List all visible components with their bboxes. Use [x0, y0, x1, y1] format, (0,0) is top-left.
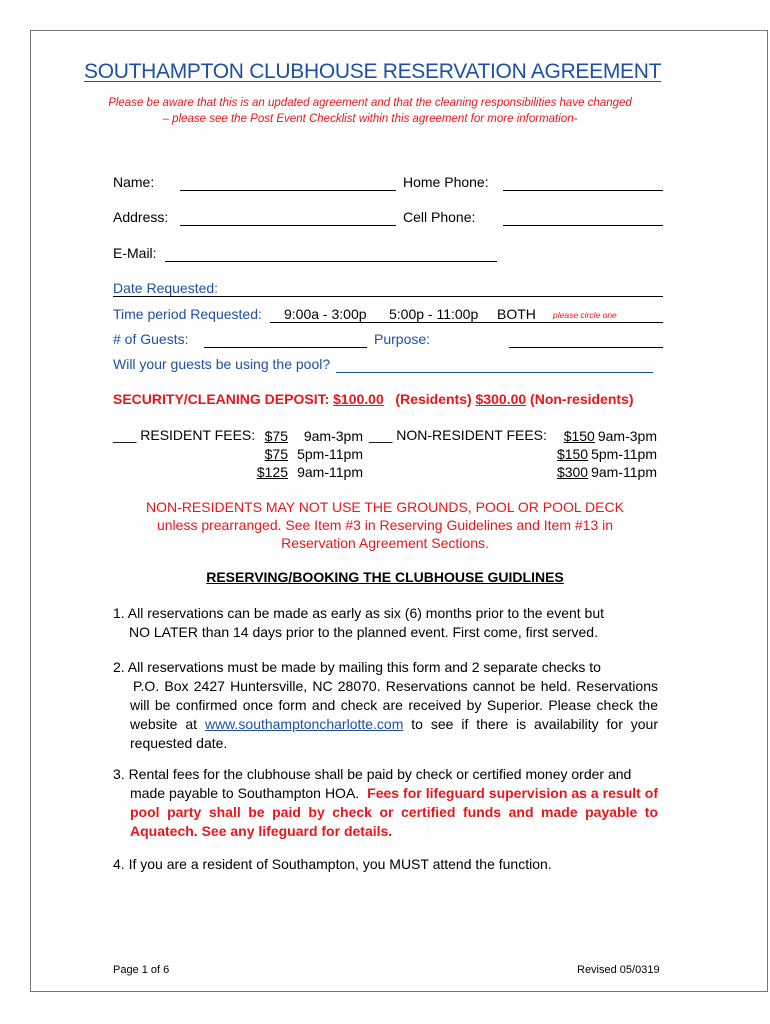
circle-note: please circle one [553, 310, 617, 320]
item-3-lifeguard-note: Fees for lifeguard supervision as a result of pool party shall be paid by check or certified funds and made payable to Aquatech. See any lifeguard for details. [130, 785, 658, 839]
warning-line-3: Reservation Agreement Sections. [281, 535, 489, 551]
guests-field[interactable] [204, 347, 367, 348]
item-3-text: made payable to Southampton HOA. [130, 785, 360, 801]
item-3-line-1: 3. Rental fees for the clubhouse shall be paid by check or certified money order and [113, 766, 632, 782]
nonresident-fee-amount: $150 [563, 428, 595, 444]
nonresident-fees-checkbox[interactable]: ___ [369, 427, 393, 443]
deposit-nonresident-amount: $300.00 [475, 391, 527, 407]
time-option-evening[interactable]: 5:00p - 11:00p [389, 306, 479, 322]
nonresident-fees-heading [369, 427, 547, 443]
date-requested-field[interactable] [113, 296, 663, 297]
item-3-body [130, 784, 658, 841]
revision-date: Revised 05/0319 [577, 964, 660, 976]
resident-fee-row [250, 463, 363, 481]
nonresident-fee-row [547, 463, 657, 481]
home-phone-label: Home Phone: [403, 174, 489, 190]
item-2-line-1: 2. All reservations must be made by mailing this form and 2 separate checks to [113, 659, 601, 675]
item-1-line-1: 1. All reservations can be made as early as six (6) months prior to the event but [113, 605, 605, 621]
item-2-body [130, 677, 658, 753]
purpose-field[interactable] [509, 347, 663, 348]
warning-line-2: unless prearranged. See Item #3 in Reserving Guidelines and Item #13 in [156, 517, 614, 533]
cleaning-notice [60, 95, 680, 127]
website-link[interactable]: www.southamptoncharlotte.com [204, 716, 404, 732]
nonresident-fee-time: 9am-3pm [597, 428, 657, 444]
nonresident-fee-row [547, 445, 657, 463]
cell-phone-label: Cell Phone: [403, 209, 476, 225]
nonresident-fee-row [547, 427, 657, 445]
deposit-label: SECURITY/CLEANING DEPOSIT: [113, 391, 330, 407]
date-requested-label: Date Requested: [113, 280, 219, 296]
resident-fee-amount: $75 [264, 446, 288, 462]
guidelines-heading: RESERVING/BOOKING THE CLUBHOUSE GUIDLINES [206, 569, 564, 585]
resident-fee-amount: $75 [264, 428, 288, 444]
time-period-line [270, 322, 663, 323]
address-label: Address: [113, 209, 169, 225]
deposit-nonresident-label: (Non-residents) [530, 391, 634, 407]
email-label: E-Mail: [113, 245, 157, 261]
item-4: 4. If you are a resident of Southampton, you MUST attend the function. [113, 856, 552, 872]
nonresident-fee-time: 9am-11pm [591, 464, 657, 480]
email-field[interactable] [165, 261, 497, 262]
nonresident-fee-amount: $150 [556, 446, 589, 462]
address-field[interactable] [180, 225, 396, 226]
time-option-both[interactable]: BOTH [497, 306, 536, 322]
time-period-label: Time period Requested: [113, 306, 262, 322]
pool-answer-field[interactable] [336, 372, 653, 373]
time-option-morning[interactable]: 9:00a - 3:00p [284, 306, 367, 322]
item-2-text-a: P.O. Box 2427 Huntersville, NC 28070. Reservations cannot be held. Reservations will be confirmed once form and check are received by Superior. Please check the website at [130, 678, 658, 732]
resident-fees-label: RESIDENT FEES: [140, 427, 256, 443]
nonresident-fee-amount: $300 [556, 464, 589, 480]
item-2-text-b: to see if there is availability for your requested date. [130, 716, 659, 751]
nonresident-warning [95, 498, 675, 552]
name-label: Name: [113, 174, 155, 190]
resident-fees-heading [113, 427, 255, 443]
nonresident-fee-table [547, 427, 657, 481]
resident-fees-checkbox[interactable]: ___ [113, 427, 137, 443]
deposit-resident-label: (Residents) [395, 391, 472, 407]
nonresident-fees-label: NON-RESIDENT FEES: [396, 427, 547, 443]
deposit-line [113, 391, 634, 407]
resident-fee-amount: $125 [256, 464, 288, 480]
warning-line-1: NON-RESIDENTS MAY NOT USE THE GROUNDS, POOL OR POOL DECK [146, 499, 624, 515]
resident-fee-time: 5pm-11pm [297, 446, 363, 462]
cell-phone-field[interactable] [503, 225, 663, 226]
nonresident-fee-time: 5pm-11pm [591, 446, 657, 462]
guests-label: # of Guests: [113, 331, 189, 347]
purpose-label: Purpose: [374, 331, 431, 347]
resident-fee-row [258, 445, 363, 463]
resident-fee-table [258, 427, 363, 481]
page-number: Page 1 of 6 [113, 964, 170, 976]
resident-fee-time: 9am-3pm [303, 428, 363, 444]
resident-fee-time: 9am-11pm [297, 464, 363, 480]
item-1-line-2: NO LATER than 14 days prior to the planned event. First come, first served. [129, 624, 598, 640]
name-field[interactable] [180, 190, 396, 191]
home-phone-field[interactable] [503, 190, 663, 191]
resident-fee-row [258, 427, 363, 445]
deposit-resident-amount: $100.00 [333, 391, 384, 407]
notice-line-1: Please be aware that this is an updated agreement and that the cleaning responsibilities have changed [108, 97, 632, 109]
pool-question: Will your guests be using the pool? [113, 356, 331, 372]
notice-line-2: – please see the Post Event Checklist within this agreement for more information- [162, 113, 578, 125]
page-title: SOUTHAMPTON CLUBHOUSE RESERVATION AGREEMENT [84, 60, 662, 83]
